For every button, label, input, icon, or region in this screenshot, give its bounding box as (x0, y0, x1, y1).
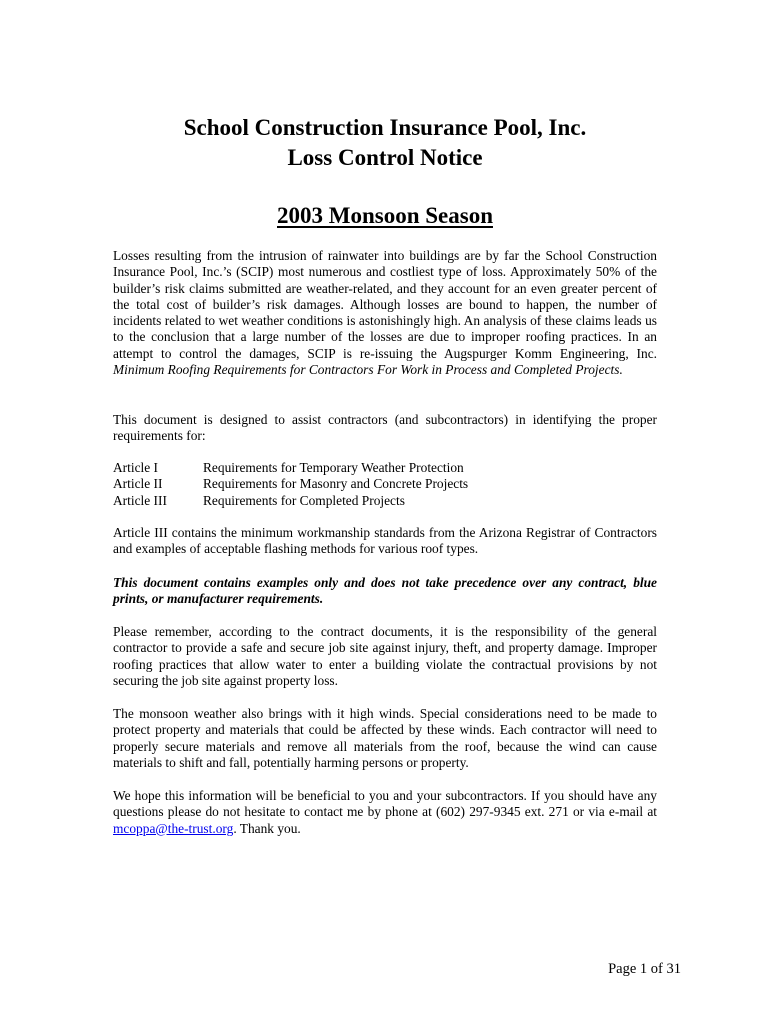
article-title: Requirements for Completed Projects (203, 492, 405, 508)
article-row (113, 493, 657, 509)
contact-closing: . Thank you. (233, 820, 301, 836)
wind-paragraph: The monsoon weather also brings with it high winds. Special considerations need to be made to protect property and materials that could be affected by these winds. Each contractor will need to properly secure materials and remove all materials from the roof, because the wind can cause materials to shift and fall, potentially harming persons or property. (113, 706, 657, 770)
responsibility-paragraph: Please remember, according to the contract documents, it is the responsibility of the general contractor to provide a safe and secure job site against injury, theft, and property damage. Improper roofing practices that allow water to enter a building violate the contractual provisions by not securing the job site against property loss. (113, 624, 657, 688)
intro-paragraph (113, 248, 657, 378)
page-number: Page 1 of 31 (608, 961, 681, 977)
article-three-paragraph: Article III contains the minimum workmanship standards from the Arizona Registrar of Contractors and examples of acceptable flashing methods for various roof types. (113, 525, 657, 557)
article-number: Article I (113, 460, 158, 475)
contact-paragraph (113, 788, 657, 837)
article-number: Article III (113, 492, 167, 508)
intro-document-title: Minimum Roofing Requirements for Contractors For Work in Process and Completed Projects. (113, 362, 623, 378)
notice-title: Loss Control Notice (287, 145, 483, 170)
article-title: Requirements for Temporary Weather Protection (203, 460, 464, 475)
article-row (113, 460, 657, 476)
intro-text: Losses resulting from the intrusion of rainwater into buildings are by far the School Construction Insurance Pool, Inc.’s (SCIP) most numerous and costliest type of loss. Approximately 50% of the builder’s risk claims submitted are weather-related, and they account for an even greater percent of the total cost of builder’s risk damages. Although losses are bound to happen, the number of incidents related to wet weather conditions is astonishingly high. An analysis of these claims leads us to the conclusion that a large number of the losses are due to improper roofing practices. In an attempt to control the damages, SCIP is re-issuing the Augspurger Komm Engineering, Inc. (113, 248, 657, 361)
disclaimer-paragraph: This document contains examples only and does not take precedence over any contract, blue prints, or manufacturer requirements. (113, 575, 657, 607)
purpose-paragraph: This document is designed to assist contractors (and subcontractors) in identifying the proper requirements for: (113, 412, 657, 444)
contact-text: We hope this information will be beneficial to you and your subcontractors. If you should have any questions please do not hesitate to contact me by phone at (602) 297-9345 ext. 271 or via e-mail at (113, 788, 657, 820)
article-row (113, 476, 657, 492)
season-subtitle: 2003 Monsoon Season (277, 203, 493, 228)
email-link[interactable]: mcoppa@the-trust.org (113, 820, 234, 836)
article-title: Requirements for Masonry and Concrete Projects (203, 476, 469, 492)
organization-title: School Construction Insurance Pool, Inc. (183, 115, 587, 140)
articles-list (113, 460, 657, 509)
article-number: Article II (113, 476, 163, 492)
